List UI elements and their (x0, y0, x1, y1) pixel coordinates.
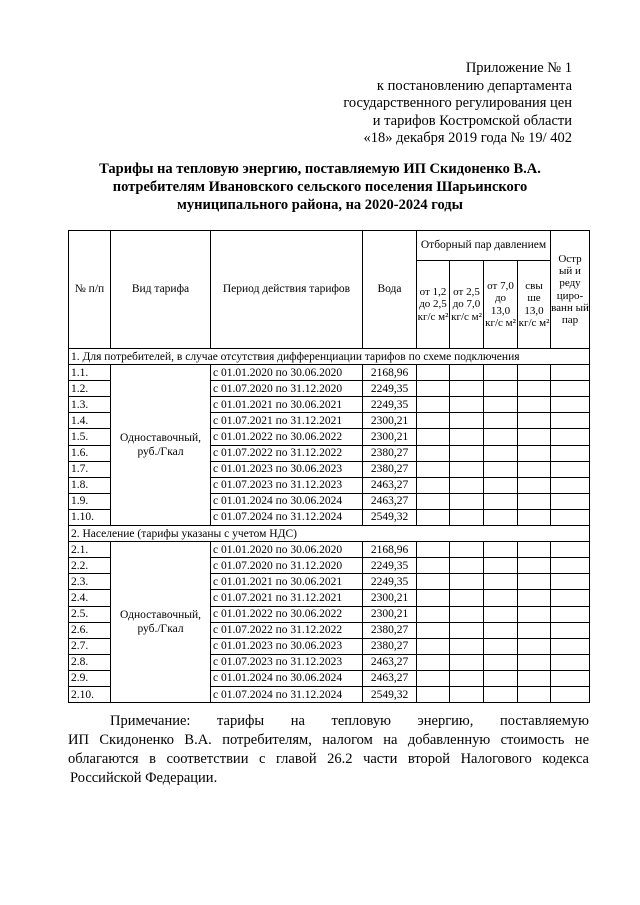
empty-cell (551, 654, 590, 670)
header-sharp-steam: Остр ый и реду циро- ванн ый пар (551, 231, 590, 349)
empty-cell (450, 686, 484, 702)
row-water: 2300,21 (363, 429, 417, 445)
empty-cell (417, 558, 450, 574)
empty-cell (518, 558, 551, 574)
row-num: 1.4. (69, 413, 111, 429)
row-num: 1.6. (69, 445, 111, 461)
row-period: с 01.07.2024 по 31.12.2024 (211, 686, 363, 702)
empty-cell (417, 381, 450, 397)
empty-cell (417, 413, 450, 429)
empty-cell (518, 654, 551, 670)
table-row (69, 542, 590, 558)
empty-cell (450, 445, 484, 461)
empty-cell (551, 445, 590, 461)
row-num: 1.2. (69, 381, 111, 397)
row-water: 2249,35 (363, 558, 417, 574)
empty-cell (518, 670, 551, 686)
header-num: № п/п (69, 231, 111, 349)
empty-cell (518, 477, 551, 493)
note-line: Примечание: тарифы на тепловую энергию, поставляемую (110, 713, 589, 729)
appendix-line: Приложение № 1 (465, 60, 572, 76)
empty-cell (484, 509, 518, 525)
empty-cell (484, 445, 518, 461)
header-kind: Вид тарифа (111, 231, 211, 349)
empty-cell (417, 686, 450, 702)
section-row (69, 349, 590, 365)
row-water: 2300,21 (363, 413, 417, 429)
empty-cell (450, 670, 484, 686)
empty-cell (417, 670, 450, 686)
row-water: 2249,35 (363, 574, 417, 590)
row-period: с 01.01.2023 по 30.06.2023 (211, 638, 363, 654)
empty-cell (518, 493, 551, 509)
row-num: 1.9. (69, 493, 111, 509)
empty-cell (518, 413, 551, 429)
header-steam-1: от 1,2 до 2,5 кг/с м² (417, 261, 450, 349)
empty-cell (450, 606, 484, 622)
empty-cell (518, 622, 551, 638)
appendix-line: и тарифов Костромской области (372, 112, 572, 129)
empty-cell (450, 397, 484, 413)
row-period: с 01.07.2020 по 31.12.2020 (211, 381, 363, 397)
row-num: 1.1. (69, 365, 111, 381)
empty-cell (417, 477, 450, 493)
empty-cell (484, 654, 518, 670)
empty-cell (450, 638, 484, 654)
empty-cell (484, 477, 518, 493)
section-row (69, 526, 590, 542)
row-period: с 01.07.2022 по 31.12.2022 (211, 622, 363, 638)
document-title (60, 160, 580, 214)
row-water: 2168,96 (363, 365, 417, 381)
row-water: 2249,35 (363, 397, 417, 413)
section-label: 2. Население (тарифы указаны с учетом НДС) (69, 526, 590, 542)
row-num: 2.7. (69, 638, 111, 654)
empty-cell (450, 477, 484, 493)
row-num: 1.5. (69, 429, 111, 445)
row-water: 2380,27 (363, 638, 417, 654)
row-period: с 01.01.2020 по 30.06.2020 (211, 365, 363, 381)
empty-cell (551, 461, 590, 477)
empty-cell (484, 365, 518, 381)
row-water: 2549,32 (363, 509, 417, 525)
section-label: 1. Для потребителей, в случае отсутствия дифференциации тарифов по схеме подключения (69, 349, 590, 365)
empty-cell (551, 686, 590, 702)
row-period: с 01.01.2020 по 30.06.2020 (211, 542, 363, 558)
tariff-kind: Одноставочный, руб./Гкал (111, 365, 211, 526)
note-line: Российской Федерации. (70, 770, 218, 786)
row-water: 2463,27 (363, 654, 417, 670)
empty-cell (417, 365, 450, 381)
row-num: 2.4. (69, 590, 111, 606)
empty-cell (450, 365, 484, 381)
empty-cell (450, 542, 484, 558)
empty-cell (484, 542, 518, 558)
tariff-kind: Одноставочный, руб./Гкал (111, 542, 211, 703)
row-num: 2.6. (69, 622, 111, 638)
row-num: 2.2. (69, 558, 111, 574)
empty-cell (518, 590, 551, 606)
title-line: потребителям Ивановского сельского поселения Шарьинского (112, 179, 528, 195)
empty-cell (518, 542, 551, 558)
note-line: облагаются в соответствии с главой 26.2 части второй Налогового кодекса (68, 751, 589, 767)
row-period: с 01.01.2023 по 30.06.2023 (211, 461, 363, 477)
empty-cell (518, 574, 551, 590)
title-line: Тарифы на тепловую энергию, поставляемую ИП Скидоненко В.А. (99, 161, 541, 177)
empty-cell (450, 574, 484, 590)
row-period: с 01.01.2021 по 30.06.2021 (211, 397, 363, 413)
empty-cell (484, 670, 518, 686)
row-num: 1.10. (69, 509, 111, 525)
header-steam-2: от 2,5 до 7,0 кг/с м² (450, 261, 484, 349)
empty-cell (417, 445, 450, 461)
row-water: 2300,21 (363, 606, 417, 622)
empty-cell (450, 654, 484, 670)
empty-cell (518, 365, 551, 381)
empty-cell (417, 590, 450, 606)
empty-cell (417, 509, 450, 525)
row-water: 2380,27 (363, 461, 417, 477)
row-period: с 01.01.2024 по 30.06.2024 (211, 670, 363, 686)
row-num: 1.8. (69, 477, 111, 493)
empty-cell (450, 590, 484, 606)
empty-cell (417, 493, 450, 509)
empty-cell (417, 429, 450, 445)
empty-cell (551, 542, 590, 558)
row-num: 2.8. (69, 654, 111, 670)
empty-cell (518, 397, 551, 413)
empty-cell (551, 477, 590, 493)
appendix-line: государственного регулирования цен (343, 95, 572, 111)
empty-cell (518, 606, 551, 622)
row-period: с 01.07.2024 по 31.12.2024 (211, 509, 363, 525)
empty-cell (551, 558, 590, 574)
row-water: 2380,27 (363, 445, 417, 461)
row-period: с 01.01.2022 по 30.06.2022 (211, 429, 363, 445)
row-num: 2.9. (69, 670, 111, 686)
empty-cell (417, 606, 450, 622)
tariff-table (68, 230, 590, 703)
row-period: с 01.07.2023 по 31.12.2023 (211, 654, 363, 670)
row-num: 2.5. (69, 606, 111, 622)
empty-cell (450, 509, 484, 525)
empty-cell (551, 622, 590, 638)
appendix-block (343, 60, 572, 148)
empty-cell (551, 413, 590, 429)
row-period: с 01.07.2021 по 31.12.2021 (211, 590, 363, 606)
row-water: 2249,35 (363, 381, 417, 397)
empty-cell (417, 622, 450, 638)
empty-cell (484, 381, 518, 397)
empty-cell (484, 622, 518, 638)
row-period: с 01.07.2021 по 31.12.2021 (211, 413, 363, 429)
row-water: 2300,21 (363, 590, 417, 606)
empty-cell (484, 461, 518, 477)
row-num: 1.3. (69, 397, 111, 413)
empty-cell (551, 429, 590, 445)
empty-cell (484, 413, 518, 429)
header-steam-4: свы ше 13,0 кг/с м² (518, 261, 551, 349)
header-period: Период действия тарифов (211, 231, 363, 349)
empty-cell (450, 413, 484, 429)
table-body (69, 349, 590, 703)
empty-cell (551, 670, 590, 686)
row-period: с 01.07.2022 по 31.12.2022 (211, 445, 363, 461)
empty-cell (518, 686, 551, 702)
row-num: 2.1. (69, 542, 111, 558)
empty-cell (518, 445, 551, 461)
row-num: 2.10. (69, 686, 111, 702)
row-water: 2380,27 (363, 622, 417, 638)
note-block (68, 712, 589, 788)
empty-cell (450, 381, 484, 397)
empty-cell (484, 606, 518, 622)
empty-cell (551, 381, 590, 397)
empty-cell (450, 461, 484, 477)
title-line: муниципального района, на 2020-2024 годы (177, 197, 463, 213)
empty-cell (551, 493, 590, 509)
empty-cell (551, 638, 590, 654)
empty-cell (417, 461, 450, 477)
empty-cell (417, 574, 450, 590)
empty-cell (518, 381, 551, 397)
note-line: ИП Скидоненко В.А. потребителям, налогом на добавленную стоимость не (68, 732, 589, 748)
empty-cell (484, 558, 518, 574)
empty-cell (417, 542, 450, 558)
row-water: 2549,32 (363, 686, 417, 702)
empty-cell (484, 429, 518, 445)
empty-cell (551, 590, 590, 606)
row-period: с 01.07.2023 по 31.12.2023 (211, 477, 363, 493)
row-num: 2.3. (69, 574, 111, 590)
empty-cell (450, 429, 484, 445)
appendix-line: «18» декабря 2019 года № 19/ 402 (363, 130, 572, 146)
empty-cell (518, 429, 551, 445)
row-water: 2168,96 (363, 542, 417, 558)
empty-cell (551, 365, 590, 381)
empty-cell (484, 686, 518, 702)
empty-cell (450, 493, 484, 509)
row-period: с 01.01.2021 по 30.06.2021 (211, 574, 363, 590)
empty-cell (551, 509, 590, 525)
row-num: 1.7. (69, 461, 111, 477)
empty-cell (551, 606, 590, 622)
row-water: 2463,27 (363, 670, 417, 686)
header-water: Вода (363, 231, 417, 349)
empty-cell (484, 493, 518, 509)
empty-cell (551, 574, 590, 590)
empty-cell (484, 574, 518, 590)
empty-cell (417, 397, 450, 413)
empty-cell (450, 558, 484, 574)
row-water: 2463,27 (363, 493, 417, 509)
empty-cell (551, 397, 590, 413)
header-steam-group: Отборный пар давлением (417, 231, 551, 261)
empty-cell (417, 654, 450, 670)
row-period: с 01.01.2024 по 30.06.2024 (211, 493, 363, 509)
empty-cell (450, 622, 484, 638)
row-water: 2463,27 (363, 477, 417, 493)
table-row (69, 365, 590, 381)
empty-cell (484, 397, 518, 413)
row-period: с 01.07.2020 по 31.12.2020 (211, 558, 363, 574)
row-period: с 01.01.2022 по 30.06.2022 (211, 606, 363, 622)
empty-cell (484, 590, 518, 606)
appendix-line: к постановлению департамента (376, 77, 572, 94)
empty-cell (484, 638, 518, 654)
empty-cell (417, 638, 450, 654)
header-steam-3: от 7,0 до 13,0 кг/с м² (484, 261, 518, 349)
empty-cell (518, 509, 551, 525)
empty-cell (518, 461, 551, 477)
empty-cell (518, 638, 551, 654)
